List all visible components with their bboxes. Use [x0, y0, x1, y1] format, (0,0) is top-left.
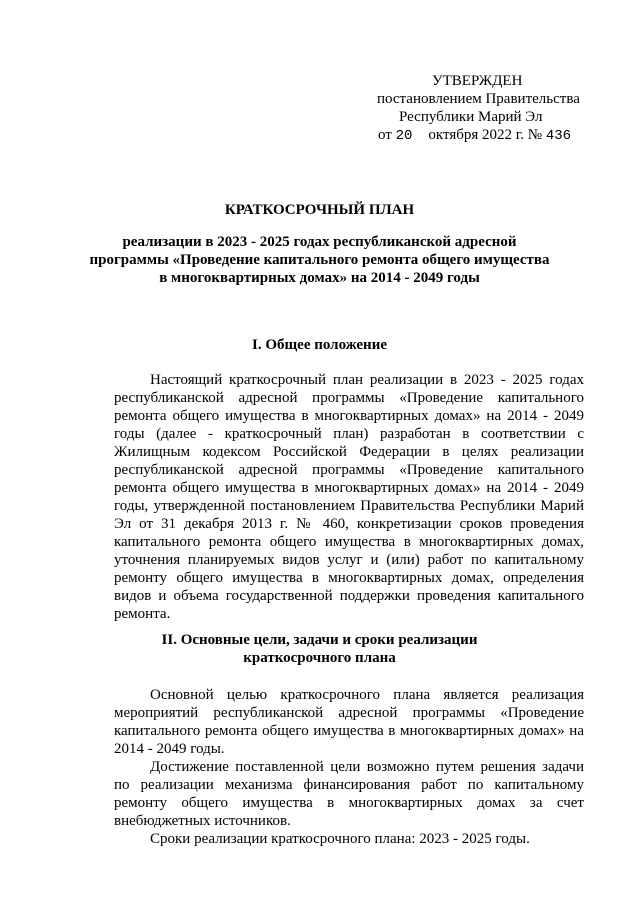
subtitle-line-1: реализации в 2023 - 2025 годах республиканской адресной	[122, 234, 517, 250]
section-2-paragraph-2: Достижение поставленной цели возможно путем решения задачи по реализации механизма финансирования работ по капитальному ремонту общего имущества в многоквартирных домах за счет внебюджетных источников.	[114, 759, 584, 829]
subtitle-line-3: в многоквартирных домах» на 2014 - 2049 годы	[159, 270, 480, 286]
subtitle-line-2: программы «Проведение капитального ремонта общего имущества	[89, 252, 550, 268]
section-1-title: I. Общее положение	[252, 337, 387, 353]
approval-day: 20	[395, 128, 413, 144]
document-title: КРАТКОСРОЧНЫЙ ПЛАН	[224, 202, 415, 218]
approval-line-2: Республики Марий Эл	[399, 109, 543, 125]
approval-date-line	[372, 126, 602, 145]
approval-line-1: постановлением Правительства	[377, 91, 580, 107]
document-subtitle	[0, 233, 639, 287]
approval-stamp	[372, 72, 602, 145]
section-2-title	[0, 631, 639, 667]
section-2-body	[114, 686, 584, 848]
approval-title: УТВЕРЖДЕН	[432, 73, 523, 89]
section-2-paragraph-1: Основной целью краткосрочного плана является реализация мероприятий республиканской адресной программы «Проведение капитального ремонта общего имущества в многоквартирных домах» на 2014 - 2049 годы.	[114, 687, 584, 757]
section-2-paragraph-3: Сроки реализации краткосрочного плана: 2023 - 2025 годы.	[150, 831, 530, 847]
approval-month-year: октября 2022 г. №	[428, 127, 543, 143]
section-1-body	[114, 371, 584, 623]
section-2-title-line-1: II. Основные цели, задачи и сроки реализации	[161, 632, 478, 648]
section-2-title-line-2: краткосрочного плана	[243, 650, 396, 666]
approval-date-prefix: от	[378, 127, 392, 143]
approval-number: 436	[545, 128, 572, 144]
section-1-paragraph: Настоящий краткосрочный план реализации в 2023 - 2025 годах республиканской адресной программы «Проведение капитального ремонта общего имущества в многоквартирных домах» на 2014 - 2049 годы (далее - краткосрочный план) разработан в соответствии с Жилищным кодексом Российской Федерации в целях реализации республиканской адресной программы «Проведение капитального ремонта общего имущества в многоквартирных домах» на 2014 - 2049 годы, утвержденной постановлением Правительства Республики Марий Эл от 31 декабря 2013 г. № 460, конкретизации сроков проведения капитального ремонта общего имущества в многоквартирных домах, уточнения планируемых видов услуг и (или) работ по капитальному ремонту общего имущества в многоквартирных домах, определения видов и объема государственной поддержки проведения капитального ремонта.	[114, 372, 584, 622]
